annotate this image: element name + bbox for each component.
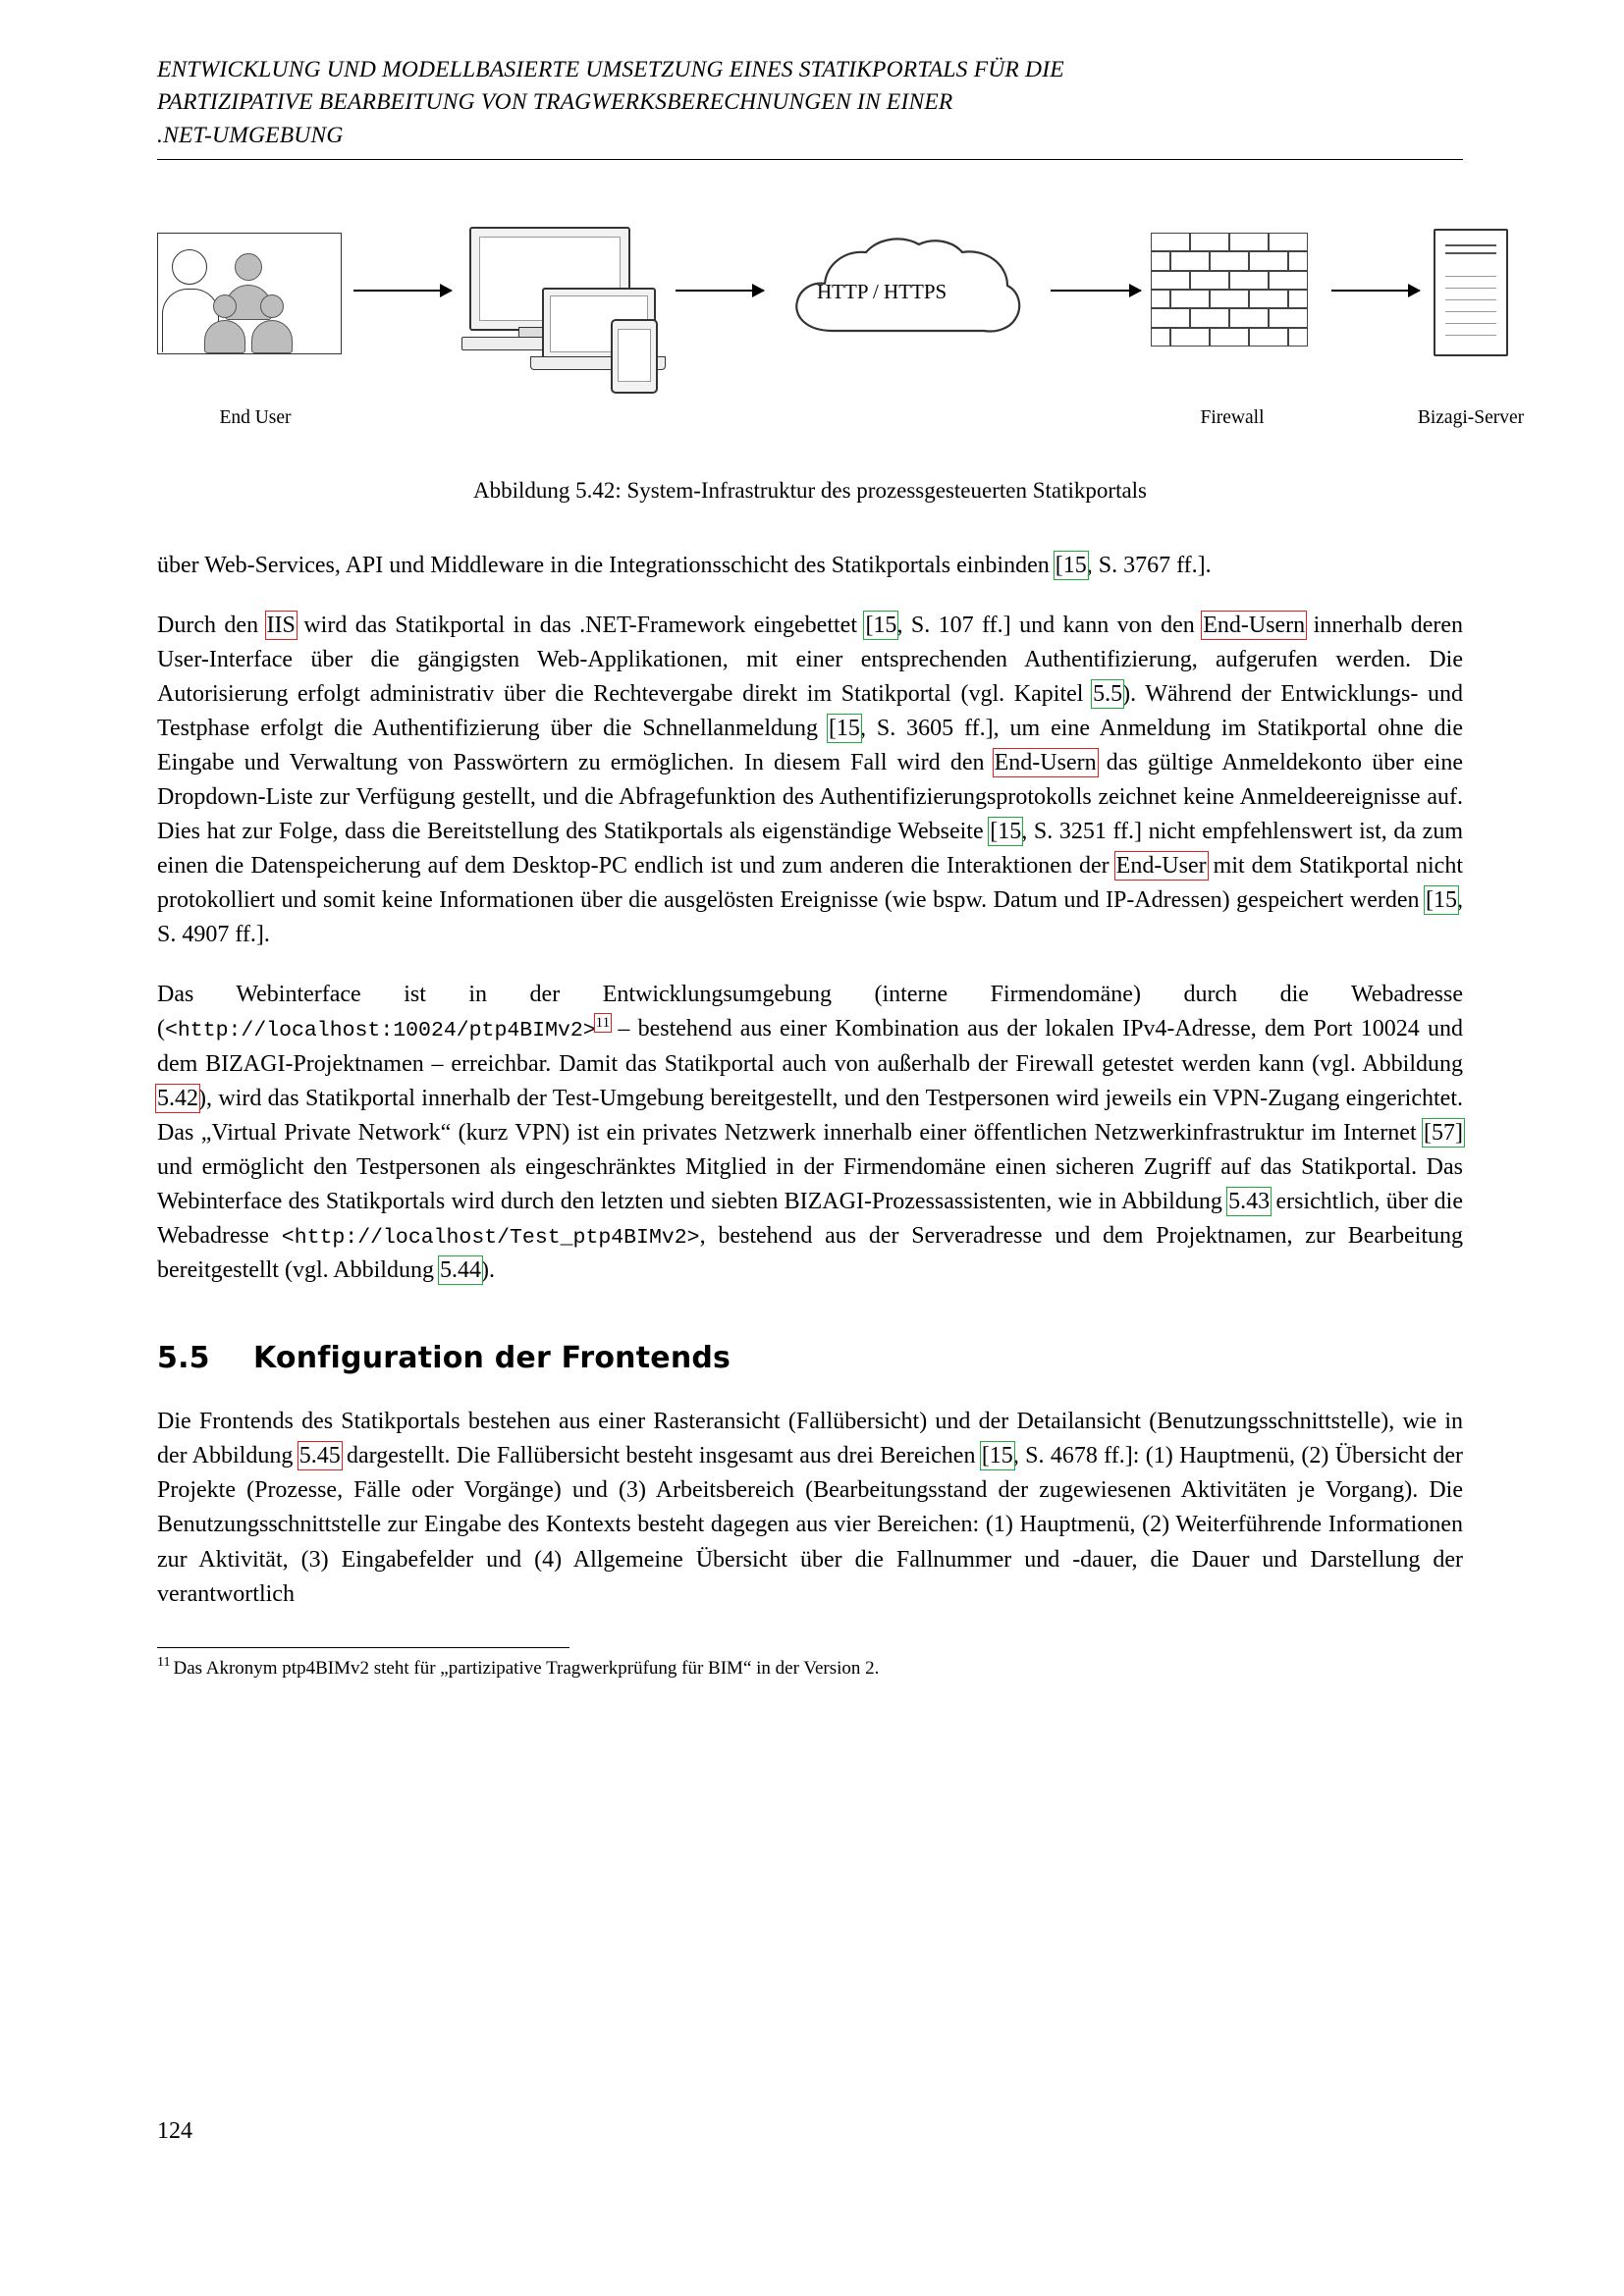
paragraph-4 — [157, 1405, 1463, 1611]
ref-end-usern-1[interactable]: End-Usern — [1203, 613, 1306, 639]
p3-text-1: Das Webinterface ist in der Entwicklungsumgebung (interne Firmendomäne) durch die Webadresse ( — [157, 982, 1463, 1042]
paragraph-3 — [157, 978, 1463, 1288]
running-header — [157, 54, 1463, 152]
firewall-icon — [1151, 233, 1308, 347]
group-person-head-1 — [235, 253, 262, 281]
figure-caption: Abbildung 5.42: System-Infrastruktur des prozessgesteuerten Statikportals — [472, 478, 1148, 504]
ref-abbildung-5-42[interactable]: 5.42 — [157, 1085, 198, 1111]
figure-5-42 — [157, 211, 1525, 504]
p2-text-5: ). Während der Entwicklungs- und Testphase erfolgt die Authentifizierung über die Schnellanmeldung — [157, 681, 1463, 742]
footnote-text: Das Akronym ptp4BIMv2 steht für „partizipative Tragwerkprüfung für BIM“ in der Version 2. — [173, 1657, 880, 1679]
p4-text-2: dargestellt. Die Fallübersicht besteht insgesamt aus drei Bereichen — [340, 1443, 982, 1469]
cloud-label: HTTP / HTTPS — [817, 280, 947, 304]
paragraph-1 — [157, 549, 1463, 583]
p3-text-7: ). — [480, 1257, 495, 1284]
group-person-head-2 — [213, 294, 237, 318]
p2-text-8: , S. 3251 ff.] nicht empfehlenswert ist, da zum einen die Datenspeicherung auf dem Desktop-PC endlich ist und zum anderen die Interaktionen der — [157, 819, 1463, 880]
p3-text-3: ), wird das Statikportal innerhalb der Test-Umgebung bereitgestellt, und den Testpersonen wird jeweils ein VPN-Zugang eingerichtet. Das „Virtual Private Network“ (kurz VPN) ist ein privates Netzwerk innerhalb einer öffentlichen Netzwerkinfrastruktur im Internet — [157, 1085, 1463, 1146]
group-person-body-2 — [204, 320, 245, 353]
label-end-user: End User — [219, 407, 292, 429]
figure-labels — [157, 407, 1525, 437]
citation-15-b[interactable]: [15 — [865, 613, 897, 639]
p3-text-2: – bestehend aus einer Kombination aus der lokalen IPv4-Adresse, dem Port 10024 und dem BIZAGI-Projektnamen – erreichbar. Damit das Statikportal auch von außerhalb der Firewall getestet werden kann (vgl. Abbildung — [157, 1016, 1463, 1077]
group-person-body-3 — [251, 320, 293, 353]
arrow-firewall-to-server — [1331, 290, 1420, 292]
arrow-user-to-devices — [353, 290, 452, 292]
p4-text-3: , S. 4678 ff.]: (1) Hauptmenü, (2) Übersicht der Projekte (Prozesse, Fälle oder Vorgänge) und (3) Arbeitsbereich (Bearbeitungsstand der zugewiesenen Aktivitäten je Vorgang). Die Benutzungsschnittstelle zur Eingabe des Kontexts besteht dagegen aus vier Bereichen: (1) Hauptmenü, (2) Weiterführende Informationen zur Aktivität, (3) Eingabefelder und (4) Allgemeine Übersicht über die Fallnummer und -dauer, die Dauer und Darstellung der verantwortlich — [157, 1443, 1463, 1607]
p2-text-10: , S. 4907 ff.]. — [157, 887, 1463, 948]
p3-text-6: , bestehend aus der Serveradresse und dem Projektnamen, zur Bearbeitung bereitgestellt (vgl. Abbildung — [157, 1222, 1463, 1284]
arrow-cloud-to-firewall — [1051, 290, 1141, 292]
running-header-line2: PARTIZIPATIVE BEARBEITUNG VON TRAGWERKSBERECHNUNGEN IN EINER — [157, 89, 953, 116]
page-number: 124 — [157, 2118, 192, 2144]
figure-artwork — [157, 211, 1463, 407]
section-heading — [157, 1341, 1463, 1375]
p1-text-b: , S. 3767 ff.]. — [1086, 553, 1212, 579]
group-person-head-3 — [260, 294, 284, 318]
p2-text-2: wird das Statikportal in das .NET-Framework eingebettet — [295, 613, 866, 639]
running-header-line1: ENTWICKLUNG UND MODELLBASIERTE UMSETZUNG EINES STATIKPORTALS FÜR DIE — [157, 57, 1064, 82]
footnote-number: 11 — [157, 1655, 171, 1671]
ref-abbildung-5-44[interactable]: 5.44 — [439, 1257, 481, 1284]
section-number: 5.5 — [157, 1341, 210, 1376]
ref-abbildung-5-45[interactable]: 5.45 — [298, 1443, 341, 1469]
ref-end-usern-2[interactable]: End-Usern — [994, 750, 1097, 776]
p3-text-5: ersichtlich, über die Webadresse — [157, 1188, 1463, 1249]
p1-text-a: über Web-Services, API und Middleware in die Integrationsschicht des Statikportals einbinden — [157, 553, 1056, 579]
url-localhost-test[interactable]: <http://localhost/Test_ptp4BIMv2> — [281, 1225, 700, 1250]
p2-text-4: innerhalb deren User-Interface über die gängigsten Web-Applikationen, mit einer entsprechenden Authentifizierung, aufgerufen werden. Die Autorisierung erfolgt administrativ über die Rechtevergabe direkt im Statikportal (vgl. Kapitel — [157, 613, 1463, 708]
footnote — [157, 1656, 1463, 1682]
label-firewall: Firewall — [1200, 407, 1265, 429]
footnote-rule — [157, 1647, 569, 1648]
ref-abbildung-5-43[interactable]: 5.43 — [1228, 1188, 1271, 1214]
citation-15-a[interactable]: [15 — [1055, 553, 1087, 579]
section-title: Konfiguration der Frontends — [253, 1341, 731, 1376]
citation-15-d[interactable]: [15 — [990, 819, 1022, 845]
p2-text-9: mit dem Statikportal nicht protokolliert und somit keine Informationen über die ausgelösten Ereignisse (wie bspw. Datum und IP-Adressen) gespeichert werden — [157, 853, 1464, 914]
p2-text-6: , S. 3605 ff.], um eine Anmeldung im Statikportal ohne die Eingabe und Verwaltung von Passwörtern zu ermöglichen. In diesem Fall wird den — [157, 716, 1463, 776]
url-localhost-10024[interactable]: <http://localhost:10024/ptp4BIMv2> — [165, 1019, 596, 1043]
header-rule — [157, 159, 1463, 160]
ref-kapitel-5-5[interactable]: 5.5 — [1093, 681, 1123, 708]
citation-15-c[interactable]: [15 — [828, 716, 860, 742]
tablet-icon — [611, 319, 658, 394]
ref-end-user-3[interactable]: End-User — [1115, 853, 1207, 880]
server-icon — [1434, 229, 1508, 356]
p2-text-7: das gültige Anmeldekonto über eine Dropdown-Liste zur Verfügung gestellt, und die Abfragefunktion des Authentifizierungsprotokolls zeichnet keine Anmeldeereignisse auf. Dies hat zur Folge, dass die Bereitstellung des Statikportals als eigenständige Webseite — [157, 750, 1463, 845]
running-header-line3: .NET-UMGEBUNG — [157, 122, 344, 148]
paragraph-2 — [157, 609, 1463, 952]
end-user-icon — [157, 233, 342, 354]
ref-iis[interactable]: IIS — [266, 613, 296, 639]
citation-15-e[interactable]: [15 — [1426, 887, 1457, 914]
person-head-icon — [172, 249, 207, 285]
page-content — [157, 54, 1525, 1682]
arrow-devices-to-cloud — [676, 290, 764, 292]
p2-text-1: Durch den — [157, 613, 267, 639]
label-server: Bizagi-Server — [1417, 407, 1525, 429]
p2-text-3: , S. 107 ff.] und kann von den — [896, 613, 1204, 639]
footnote-marker-11[interactable]: 11 — [595, 1015, 611, 1032]
citation-15-f[interactable]: [15 — [981, 1443, 1013, 1469]
citation-57[interactable]: [57] — [1424, 1119, 1463, 1146]
p3-text-4: und ermöglicht den Testpersonen als eingeschränktes Mitglied in der Firmendomäne einen sicheren Zugriff auf das Statikportal. Das Webinterface des Statikportals wird durch den letzten und siebten BIZAGI-Prozessassistenten, wie in Abbildung — [157, 1153, 1463, 1214]
p4-text-1: Die Frontends des Statikportals bestehen aus einer Rasteransicht (Fallübersicht) und der Detailansicht (Benutzungsschnittstelle), wie in der Abbildung — [157, 1409, 1463, 1469]
